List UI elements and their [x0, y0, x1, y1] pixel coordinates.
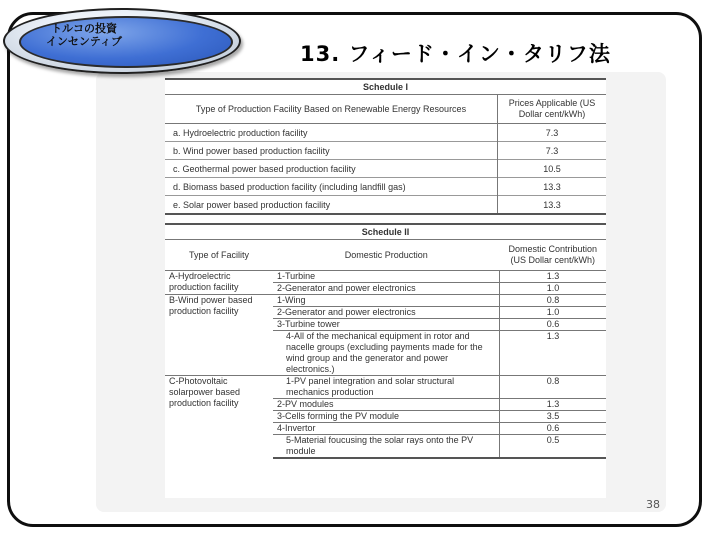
production-item: 2-Generator and power electronics — [273, 283, 500, 295]
table-row-value: 10.5 — [498, 160, 607, 178]
contribution-value: 0.8 — [500, 376, 607, 399]
production-item — [273, 435, 500, 459]
facility-type: C-Photovoltaic solarpower based production facility — [165, 376, 273, 459]
production-item: 1-Turbine — [273, 271, 500, 283]
section-badge — [3, 8, 241, 74]
contribution-value: 0.8 — [500, 295, 607, 307]
production-item-text: 1-PV panel integration and solar structural mechanics production — [286, 376, 455, 397]
badge-line-2: インセンティブ — [45, 35, 123, 48]
production-item-text: 4-All of the mechanical equipment in rotor and nacelle groups (excluding payments made for the wind group and the generator and power electronics.) — [286, 331, 483, 374]
schedule-2-table — [165, 223, 606, 459]
facility-type: A-Hydroelectric production facility — [169, 271, 239, 292]
table-row-label: e. Solar power based production facility — [173, 199, 331, 210]
contribution-value: 0.6 — [500, 319, 607, 331]
table-row-label: d. Biomass based production facility (including landfill gas) — [173, 181, 406, 192]
header-contribution: Domestic Contribution (US Dollar cent/kWh) — [500, 240, 607, 271]
schedule-1-header-left: Type of Production Facility Based on Renewable Energy Resources — [165, 95, 498, 124]
contribution-value: 0.5 — [500, 435, 607, 459]
schedule-1-table — [165, 78, 606, 215]
tariff-schedules — [165, 78, 606, 498]
badge-text — [5, 22, 159, 48]
contribution-value: 1.0 — [500, 307, 607, 319]
contribution-value: 1.3 — [500, 399, 607, 411]
table-row-label: b. Wind power based production facility — [173, 145, 330, 156]
header-type: Type of Facility — [165, 240, 273, 271]
header-production: Domestic Production — [273, 240, 500, 271]
production-item: 2-Generator and power electronics — [273, 307, 500, 319]
table-row-value: 13.3 — [498, 196, 607, 215]
page-title: 13. フィード・イン・タリフ法 — [300, 42, 611, 66]
table-row-value: 7.3 — [498, 142, 607, 160]
schedule-1-caption: Schedule I — [165, 79, 606, 95]
contribution-value: 1.3 — [500, 331, 607, 376]
contribution-value: 3.5 — [500, 411, 607, 423]
table-row-value: 13.3 — [498, 178, 607, 196]
contribution-value: 0.6 — [500, 423, 607, 435]
production-item — [273, 376, 500, 399]
production-item: 4-Invertor — [273, 423, 500, 435]
badge-line-1: トルコの投資 — [51, 22, 117, 35]
production-item: 3-Cells forming the PV module — [273, 411, 500, 423]
contribution-value: 1.3 — [546, 271, 560, 281]
contribution-value: 1.0 — [500, 283, 607, 295]
production-item: 2-PV modules — [273, 399, 500, 411]
production-item — [273, 331, 500, 376]
table-row-value: 7.3 — [498, 124, 607, 142]
table-row-label: a. Hydroelectric production facility — [173, 127, 308, 138]
production-item: 3-Turbine tower — [273, 319, 500, 331]
table-row-label: c. Geothermal power based production facility — [173, 163, 356, 174]
page-number: 38 — [646, 498, 660, 511]
production-item: 1-Wing — [273, 295, 500, 307]
schedule-1-header-right: Prices Applicable (US Dollar cent/kWh) — [498, 95, 607, 124]
production-item-text: 5-Material foucusing the solar rays onto the PV module — [286, 435, 474, 456]
schedule-2-caption: Schedule II — [165, 224, 606, 240]
facility-type: B-Wind power based production facility — [165, 295, 273, 376]
